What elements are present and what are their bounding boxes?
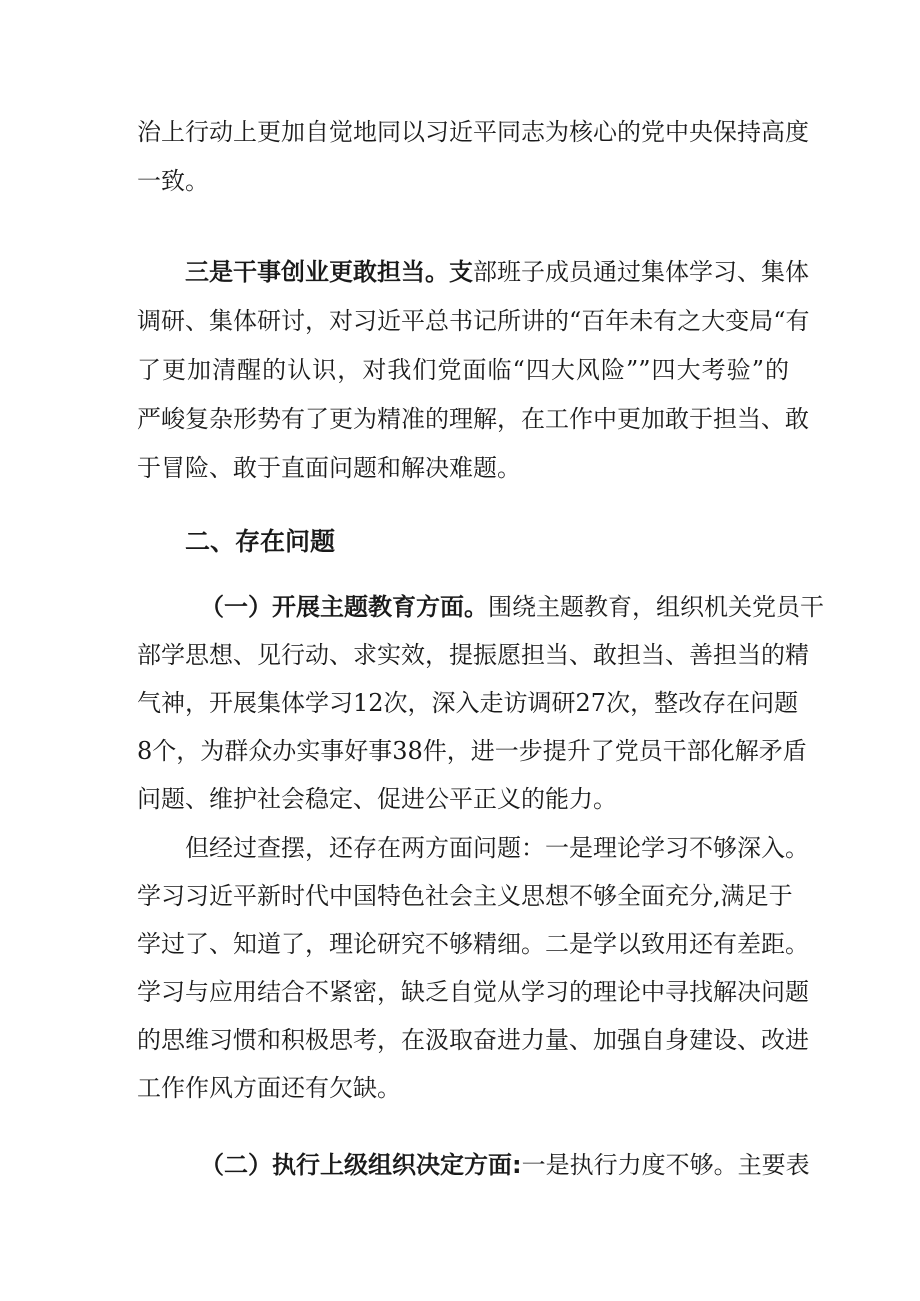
bold-lead: 三是干事创业更敢担当。支 bbox=[185, 258, 473, 286]
paragraph-line: 学习与应用结合不紧密，缺乏自觉从学习的理论中寻找解决问题 bbox=[137, 978, 809, 1006]
paragraph-line: 8个，为群众办实事好事38件，进一步提升了党员干部化解矛盾 bbox=[137, 737, 807, 765]
section-heading: 二、存在问题 bbox=[185, 527, 336, 556]
paragraph-line: 的思维习惯和积极思考，在汲取奋进力量、加强自身建设、改进 bbox=[137, 1026, 809, 1054]
paragraph-line: 学习习近平新时代中国特色社会主义思想不够全面充分,满足于 bbox=[137, 882, 793, 910]
paragraph-line: 学过了、知道了，理论研究不够精细。二是学以致用还有差距。 bbox=[137, 930, 809, 958]
bold-lead: （二）执行上级组织决定方面: bbox=[200, 1151, 522, 1179]
paragraph-line: 气神，开展集体学习12次，深入走访调研27次，整改存在问题 bbox=[137, 689, 799, 717]
paragraph-line: 问题、维护社会稳定、促进公平正义的能力。 bbox=[137, 785, 617, 813]
paragraph-line: 了更加清醒的认识，对我们党面临“四大风险””四大考验”的 bbox=[137, 356, 789, 384]
paragraph-line: 治上行动上更加自觉地同以习近平同志为核心的党中央保持高度 bbox=[137, 118, 809, 146]
paragraph-line: 工作作风方面还有欠缺。 bbox=[137, 1074, 401, 1102]
paragraph-line: 于冒险、敢于直面问题和解决难题。 bbox=[137, 454, 521, 482]
paragraph-text: 围绕主题教育，组织机关党员干 bbox=[488, 593, 824, 621]
paragraph-text: 一是执行力度不够。主要表 bbox=[521, 1151, 810, 1179]
paragraph-first-line bbox=[200, 1150, 810, 1180]
paragraph-line: 一致。 bbox=[137, 167, 209, 195]
paragraph-line: 部学思想、见行动、求实效，提振愿担当、敢担当、善担当的精 bbox=[137, 641, 809, 669]
paragraph-line: 调研、集体研讨，对习近平总书记所讲的“百年未有之大变局“有 bbox=[137, 307, 810, 335]
bold-lead: （一）开展主题教育方面。 bbox=[200, 593, 488, 621]
paragraph-first-line bbox=[200, 592, 824, 622]
paragraph-line: 严峻复杂形势有了更为精准的理解，在工作中更加敢于担当、敢 bbox=[137, 405, 809, 433]
paragraph-first-line: 但经过查摆，还存在两方面问题：一是理论学习不够深入。 bbox=[185, 834, 809, 862]
paragraph-text: 部班子成员通过集体学习、集体 bbox=[473, 258, 809, 286]
paragraph-first-line bbox=[185, 257, 809, 287]
